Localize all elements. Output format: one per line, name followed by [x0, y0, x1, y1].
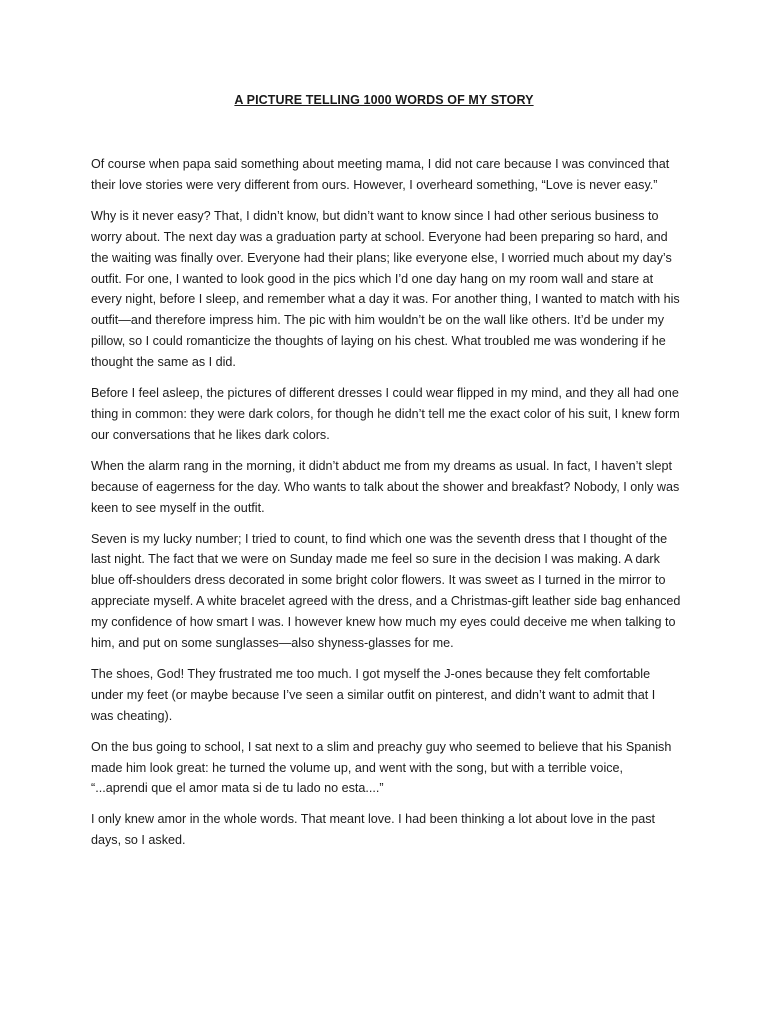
paragraph: I only knew amor in the whole words. That meant love. I had been thinking a lot about love in the past days, so I asked.	[91, 812, 656, 848]
document-body	[91, 154, 681, 861]
paragraph: Seven is my lucky number; I tried to count, to find which one was the seventh dress that I thought of the last night. The fact that we were on Sunday made me feel so sure in the decision I was making. A dark blue off-shoulders dress decorated in some bright color flowers. It was sweet as I turned in the mirror to appreciate myself. A white bracelet agreed with the dress, and a Christmas-gift leather side bag enhanced my confidence of how smart I was. I however knew how much my eyes could deceive me when talking to him, and put on some sunglasses—also shyness-glasses for me.	[91, 531, 681, 651]
paragraph: Of course when papa said something about meeting mama, I did not care because I was convinced that their love stories were very different from ours. However, I overheard something, “Love is never easy.”	[91, 157, 670, 192]
document-title: A PICTURE TELLING 1000 WORDS OF MY STORY	[234, 93, 534, 107]
paragraph: When the alarm rang in the morning, it didn’t abduct me from my dreams as usual. In fact, I haven’t slept because of eagerness for the day. Who wants to talk about the shower and breakfast? Nobody, I only was keen to see myself in the outfit.	[91, 458, 680, 515]
paragraph: The shoes, God! They frustrated me too much. I got myself the J-ones because they felt comfortable under my feet (or maybe because I’ve seen a similar outfit on pinterest, and didn’t want to admit that I was cheating).	[91, 666, 656, 723]
paragraph: Why is it never easy? That, I didn’t know, but didn’t want to know since I had other serious business to worry about. The next day was a graduation party at school. Everyone had been preparing so hard, and the waiting was finally over. Everyone had their plans; like everyone else, I worried much about my day’s outfit. For one, I wanted to look good in the pics which I’d one day hang on my room wall and stare at every night, before I sleep, and remember what a day it was. For another thing, I wanted to match with his outfit—and therefore impress him. The pic with him wouldn’t be on the wall like others. It’d be under my pillow, so I could romanticize the thoughts of laying on his chest. What troubled me was wondering if he thought the same as I did.	[91, 208, 680, 370]
paragraph: Before I feel asleep, the pictures of different dresses I could wear flipped in my mind, and they all had one thing in common: they were dark colors, for though he didn’t tell me the exact color of his suit, I knew form our conversations that he likes dark colors.	[91, 386, 680, 442]
paragraph: On the bus going to school, I sat next to a slim and preachy guy who seemed to believe that his Spanish made him look great: he turned the volume up, and went with the song, but with a terrible voice, “...aprendi que el amor mata si de tu lado no esta....”	[91, 739, 672, 796]
